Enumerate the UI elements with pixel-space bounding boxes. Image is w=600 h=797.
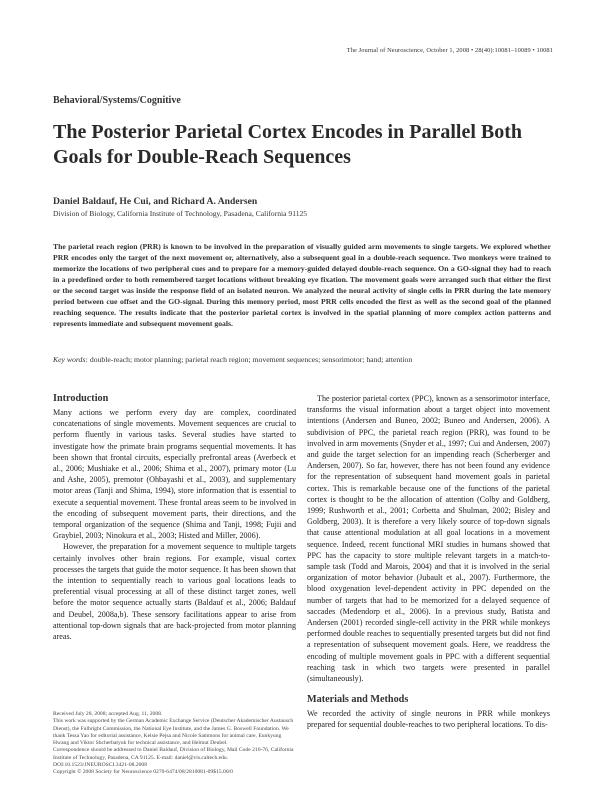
keywords-text: double-reach; motor planning; parietal reach region; movement sequences; sensorimotor; hand; attention (89, 355, 413, 364)
introduction-heading: Introduction (53, 393, 109, 404)
article-title: The Posterior Parietal Cortex Encodes in Parallel Both Goals for Double-Reach Sequences (53, 121, 522, 168)
authors: Daniel Baldauf, He Cui, and Richard A. Andersen (53, 196, 258, 207)
keywords-label: Key words: (53, 355, 88, 364)
section-label: Behavioral/Systems/Cognitive (53, 95, 181, 106)
intro-paragraph-1: Many actions we perform every day are complex, coordinated concatenations of single movements. Movement sequences are crucial to perform fluently in various tasks. Several studies have started to investigate how the primate brain programs sequential movements. It has been shown that frontal circuits, especially prefrontal areas (Averbeck et al., 2006; Mushiake et al., 2006; Shima et al., 2007), primary motor (Lu and Ashe, 2005), premotor (Ohbayashi et al., 2003), and supplementary motor areas (Tanji and Shima, 1994), store information that is essential to execute a sequential movement. These frontal areas seem to be involved in the encoding of subsequent movement parts, their directions, and the temporal organization of the sequence (Shima and Tanji, 1998; Fujii and Graybiel, 2003; Ninokura et al., 2003; Histed and Miller, 2006). (53, 408, 296, 541)
footnote-received: Received July 28, 2008; accepted Aug. 11, 2008. (53, 711, 163, 717)
methods-paragraph-1: We recorded the activity of single neurons in PRR while monkeys prepared for sequential double-reaches to two peripheral locations. To dis- (307, 709, 550, 730)
footnote-funding: This work was supported by the German Academic Exchange Service (Deutscher Akademischer Austausch Dienst), the Fulbright Commission, the National Eye Institute, and the James G. Boswell Foundation. We thank Tessa Yao for editorial assistance, Kelsie Pejsa and Nicole Sammons for animal care, Eunkyung Hwang and Viktor Shcherbatyuk for technical assistance, and Helmut Deubel. (53, 718, 294, 747)
footnote-copyright: Copyright © 2008 Society for Neuroscience 0270-6474/08/2810081-09$15.00/0 (53, 769, 233, 776)
right-column (307, 393, 550, 731)
running-header: The Journal of Neuroscience, October 1, 2008 • 28(40):10081–10089 • 10081 (346, 47, 553, 54)
right-paragraph-1: The posterior parietal cortex (PPC), known as a sensorimotor interface, transforms the visual information about a target object into movement intentions (Andersen and Buneo, 2002; Buneo and Andersen, 2006). A subdivision of PPC, the parietal reach region (PRR), was found to be involved in arm movements (Snyder et al., 1997; Cui and Andersen, 2007) and guide the target selection for an impending reach (Scherberger and Andersen, 2007). So far, however, there has not been found any evidence for the representation of subsequent hand movement goals in parietal cortex. This is remarkable because one of the functions of the parietal cortex is thought to be the allocation of attention (Colby and Goldberg, 1999; Rushworth et al., 2001; Corbetta and Shulman, 2002; Bisley and Goldberg, 2003). It is therefore a very likely source of top-down signals that cause attentional modulation at all goal locations in a movement sequence. Indeed, recent functional MRI studies in humans showed that PPC has the capacity to store multiple relevant targets in a match-to-sample task (Todd and Marois, 2004) and that it is involved in the serial organization of motor behavior (Jubault et al., 2007). Furthermore, the blood oxygenation level-dependent activity in PPC depended on the number of targets that had to be memorized for a delayed sequence of saccades (Medendorp et al., 2006). In a previous study, Batista and Andersen (2001) recorded single-cell activity in the PRR while monkeys performed double reaches to sequentially presented targets but did not find a representation of subsequent movement goals. Here, we readdress the encoding of multiple movement goals in PPC with a different sequential reaching task in which two targets were presented in parallel (simultaneously). (307, 394, 550, 684)
footnote-correspondence: Correspondence should be addressed to Daniel Baldauf, Division of Biology, Mail Code 216-76, California Institute of Technology, Pasadena, CA 91125. E-mail: daniel@vis.caltech.edu. (53, 747, 294, 761)
methods-heading: Materials and Methods (307, 694, 409, 706)
affiliation: Division of Biology, California Institute of Technology, Pasadena, California 91125 (53, 209, 308, 218)
intro-paragraph-2: However, the preparation for a movement sequence to multiple targets certainly involves other brain regions. For example, visual cortex processes the targets that guide the motor sequence. It has been shown that the intention to sequentially reach to various goal locations leads to preferential visual processing at all of these distinct target zones, well before the motor sequence actually starts (Baldauf et al., 2006; Baldauf and Deubel, 2008a,b). These sensory facilitations appear to arise from attentional top-down signals that are back-projected from motor planning areas. (53, 542, 296, 642)
abstract: The parietal reach region (PRR) is known to be involved in the preparation of visually guided arm movements to single targets. We explored whether PRR encodes only the target of the next movement or, alternatively, also a subsequent goal in a double-reach sequence. Two monkeys were trained to memorize the locations of two peripheral cues and to prepare for a memory-guided delayed double-reach sequence. On a GO-signal they had to reach in a predefined order to both remembered target locations without breaking eye fixation. The movement goals were arranged such that either the first or the second target was inside the response field of an isolated neuron. We analyzed the neural activity of single cells in PRR during the late memory period between cue offset and the GO-signal. During this memory period, most PRR cells encoded the first as well as the second goal of the planned reaching sequence. The results indicate that the posterior parietal cortex is involved in the spatial planning of more complex action patterns and represents immediate and subsequent movement goals. (53, 242, 551, 328)
footnotes (53, 711, 296, 777)
footnote-doi: DOI:10.1523/JNEUROSCI.3421-08.2008 (53, 762, 148, 769)
keywords (53, 355, 551, 364)
left-column (53, 393, 296, 642)
